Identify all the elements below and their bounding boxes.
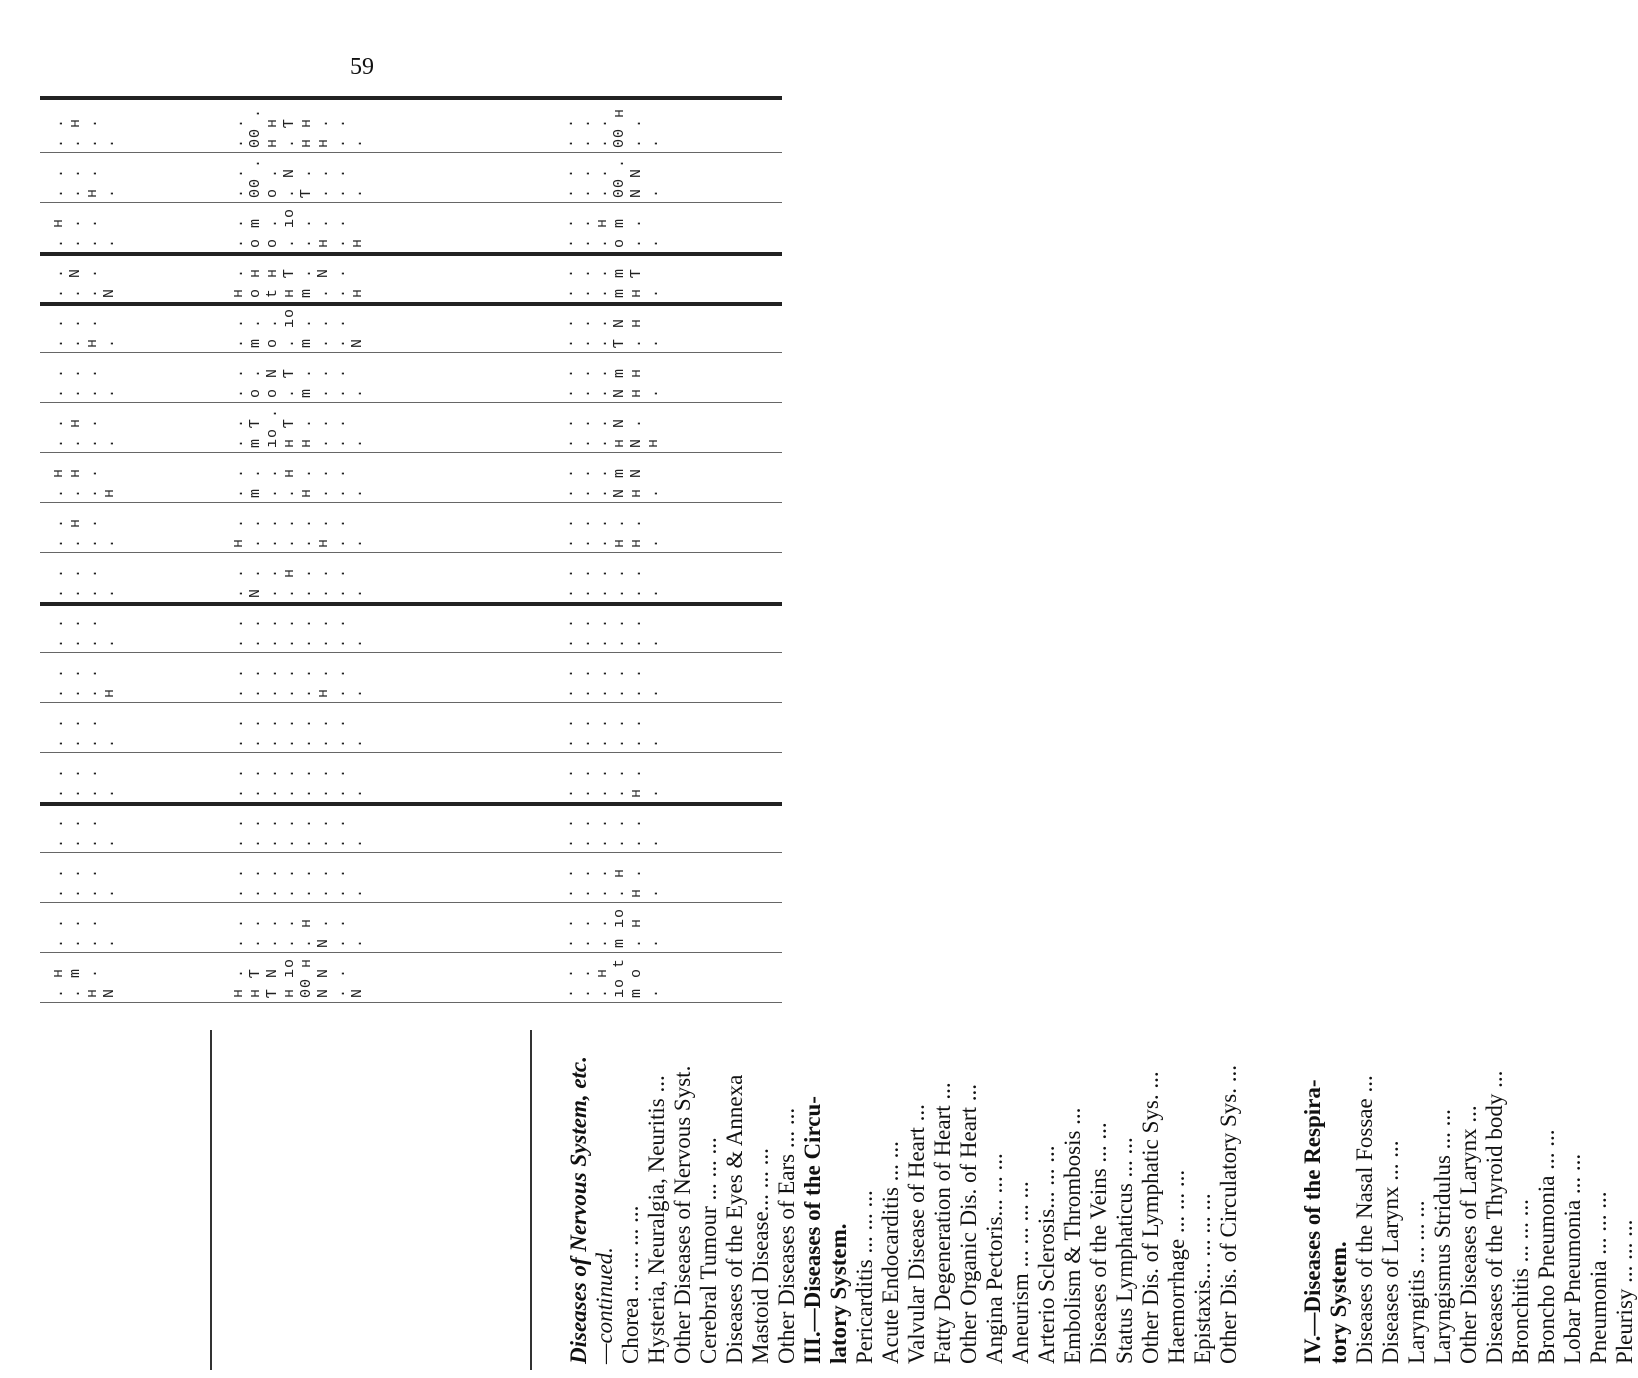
page-number: 59 [350,54,374,80]
table-cell-c1: . н . н . . н [50,467,118,498]
table-cell-c3: . . . . . . . . . . . [560,717,662,748]
table-cell-c3: . . . . . . Ƭ N . н . [560,317,662,348]
table-cell-c2: . . m . o . . ıo m . . . . . N [230,307,366,348]
table-cell-c2: . . . . . . . . . . н . . . . [230,667,366,698]
table-cell-c3: . . . . . . н N N . н [560,417,662,448]
table-cell-c2: . . . . . . . . . . . . . . . [230,817,366,848]
row-label: Diseases of the Thyroid body ... [1482,1070,1507,1364]
row-label: Embolism & Thrombosis ... [1060,1107,1085,1364]
table-cell-c2: н . н Ƭ Ƭ N н ıo 00 н N N . . N [230,957,366,998]
row-label: Other Diseases of Nervous Syst. [670,1065,695,1364]
row-label: Diseases of the Eyes & Annexa [722,1074,747,1364]
row-label: Valvular Disease of Heart ... [904,1104,929,1364]
table-cell-c3: . . . . . н ıo t m o . [560,957,662,998]
row-label: Other Dis. of Lymphatic Sys. ... [1138,1071,1163,1364]
table-cell-c1: . . . . . . . [50,617,118,648]
section-respiratory-system [1300,1071,1638,1364]
row-label: Laryngismus Stridulus ... ... [1430,1109,1455,1364]
row-label: Status Lymphaticus ... ... [1112,1137,1137,1364]
row-label: Pericarditis ... ... ... [852,1190,877,1364]
table-cell-c3: . . . . . . 00 н . . . [560,107,662,148]
row-label: Broncho Pneumonia ... ... [1534,1129,1559,1364]
table-cell-c1: . . . . . . . [50,567,118,598]
row-label: Other Diseases of Ears ... ... [774,1107,799,1364]
section-subheading: —continued. [592,1247,617,1364]
row-label: Bronchitis ... ... ... [1508,1199,1533,1364]
table-cell-c1: . . . . . . . [50,367,118,398]
table-cell-c1: . . . . н . . [50,167,118,198]
table-cell-c3: . . . . . . . . . . . [560,817,662,848]
section-heading: III.—Diseases of the Circu- [800,1096,825,1364]
table-cell-c2: . . o m o . . ıo . . н . . . н [230,207,366,248]
table-cell-c3: . . . . . . . . н . . [560,767,662,798]
table-cell-c3: . . . . . . 00 . N N . [560,157,662,198]
section-heading: Diseases of Nervous System, etc. [566,1056,591,1364]
row-label: Acute Endocarditis ... ... [878,1141,903,1364]
row-label: Lobar Pneumonia ... ... [1560,1153,1585,1364]
row-label: Haemorrhage ... ... ... [1164,1169,1189,1364]
row-label: Diseases of Larynx ... ... [1378,1140,1403,1364]
row-label: Other Dis. of Circulatory Sys. ... [1216,1065,1241,1364]
table-cell-c3: . . . . . . . . . . . [560,567,662,598]
row-label: Chorea ... ... ... ... [618,1205,643,1364]
table-cell-c3: . . . . . . . . . . . [560,667,662,698]
row-label: Other Diseases of Larynx ... [1456,1105,1481,1364]
table-cell-c2: . . о . о N . Ƭ m . . . . . . [230,367,366,398]
table-cell-c2: . . 00 . о . . N Ƭ . . . . . . [230,157,366,198]
table-cell-c1: . . . . . . . [50,817,118,848]
table-cell-c1: . . . н . . . [50,417,118,448]
table-cell-c1: . . . . н . . [50,317,118,348]
table-cell-c2: н . . . . . . . . . н . . . . [230,517,366,548]
table-cell-c3: . . . . . . н . н . . [560,517,662,548]
row-label: Angina Pectoris... ... ... [982,1153,1007,1364]
table-cell-c3: . . . . . . m ıo . н . [560,907,662,948]
table-cell-c2: . . . . . . . . . н N . . . . [230,917,366,948]
row-label: Pneumonia ... ... ... [1586,1191,1611,1364]
section-nervous-system [566,1056,800,1364]
table-cell-c2: . . m . . . . н н . . . . . . [230,467,366,498]
row-label: Other Organic Dis. of Heart ... [956,1084,981,1364]
section-subheading: latory System. [826,1223,851,1364]
table-cell-c1: . . . . . . . [50,917,118,948]
table-cell-c1: . . . . . . . [50,867,118,898]
section-circulatory-system [800,1065,1242,1364]
table-cell-c2: . . . . . . . . . . . . . . . [230,617,366,648]
table-cell-c1: . . . н . . . [50,517,118,548]
table-cell-c2: . . . . . . . . . . . . . . . [230,767,366,798]
table-cell-c3: . . . . . . . . . . . [560,617,662,648]
table-cell-c3: . . . . . . . н н . . [560,867,662,898]
row-label: Pleurisy ... ... ... [1612,1219,1637,1364]
table-cell-c1: . . . N . . N [50,267,118,298]
table-cell-c2: . . m Ƭ ıo . н Ƭ н . . . . . . [230,407,366,448]
table-cell-c2: . . . . . . . . . . . . . . . [230,867,366,898]
row-label: Laryngitis ... ... ... [1404,1200,1429,1364]
table-cell-c3: . . . . . . N m н н . [560,367,662,398]
row-label: Epistaxis... ... ... ... [1190,1193,1215,1364]
row-label: Aneurism ... ... ... ... [1008,1181,1033,1364]
table-cell-c3: . . . . . . N m н N . [560,467,662,498]
table-cell-c3: . . . . . . m m н Ƭ . [560,267,662,298]
row-label: Mastoid Disease... ... ... [748,1148,773,1364]
row-label: Diseases of the Nasal Fossae ... [1352,1075,1377,1364]
row-label: Hysteria, Neuralgia, Neuritis ... [644,1075,669,1364]
section-heading: IV.—Diseases of the Respira- [1300,1079,1325,1364]
table-cell-c1: . . . . . . н [50,667,118,698]
section-subheading: tory System. [1326,1241,1351,1364]
table-cell-c2: . . . . . . . . . . . . . . . [230,717,366,748]
table-cell-c1: . . . . . . . [50,767,118,798]
table-cell-c1: . н . m н . N [50,967,118,998]
table-cell-c2: . . N . . . . н . . . . . . . [230,567,366,598]
table-cell-c2: . . 00 . н н . Ƭ н н н . . . . [230,107,366,148]
table-cell-c3: . . . . . н o m . . . [560,217,662,248]
row-label: Cerebral Tumour ... ... ... [696,1137,721,1364]
row-label: Diseases of the Veins ... ... [1086,1122,1111,1364]
row-label: Fatty Degeneration of Heart ... [930,1082,955,1364]
table-cell-c2: н . o н t н н Ƭ m . . N . . н [230,267,366,298]
table-cell-c1: . . . н . . . [50,117,118,148]
table-cell-c1: . н . . . . . [50,217,118,248]
table-cell-c1: . . . . . . . [50,717,118,748]
row-label: Arterio Sclerosis... ... ... [1034,1145,1059,1364]
